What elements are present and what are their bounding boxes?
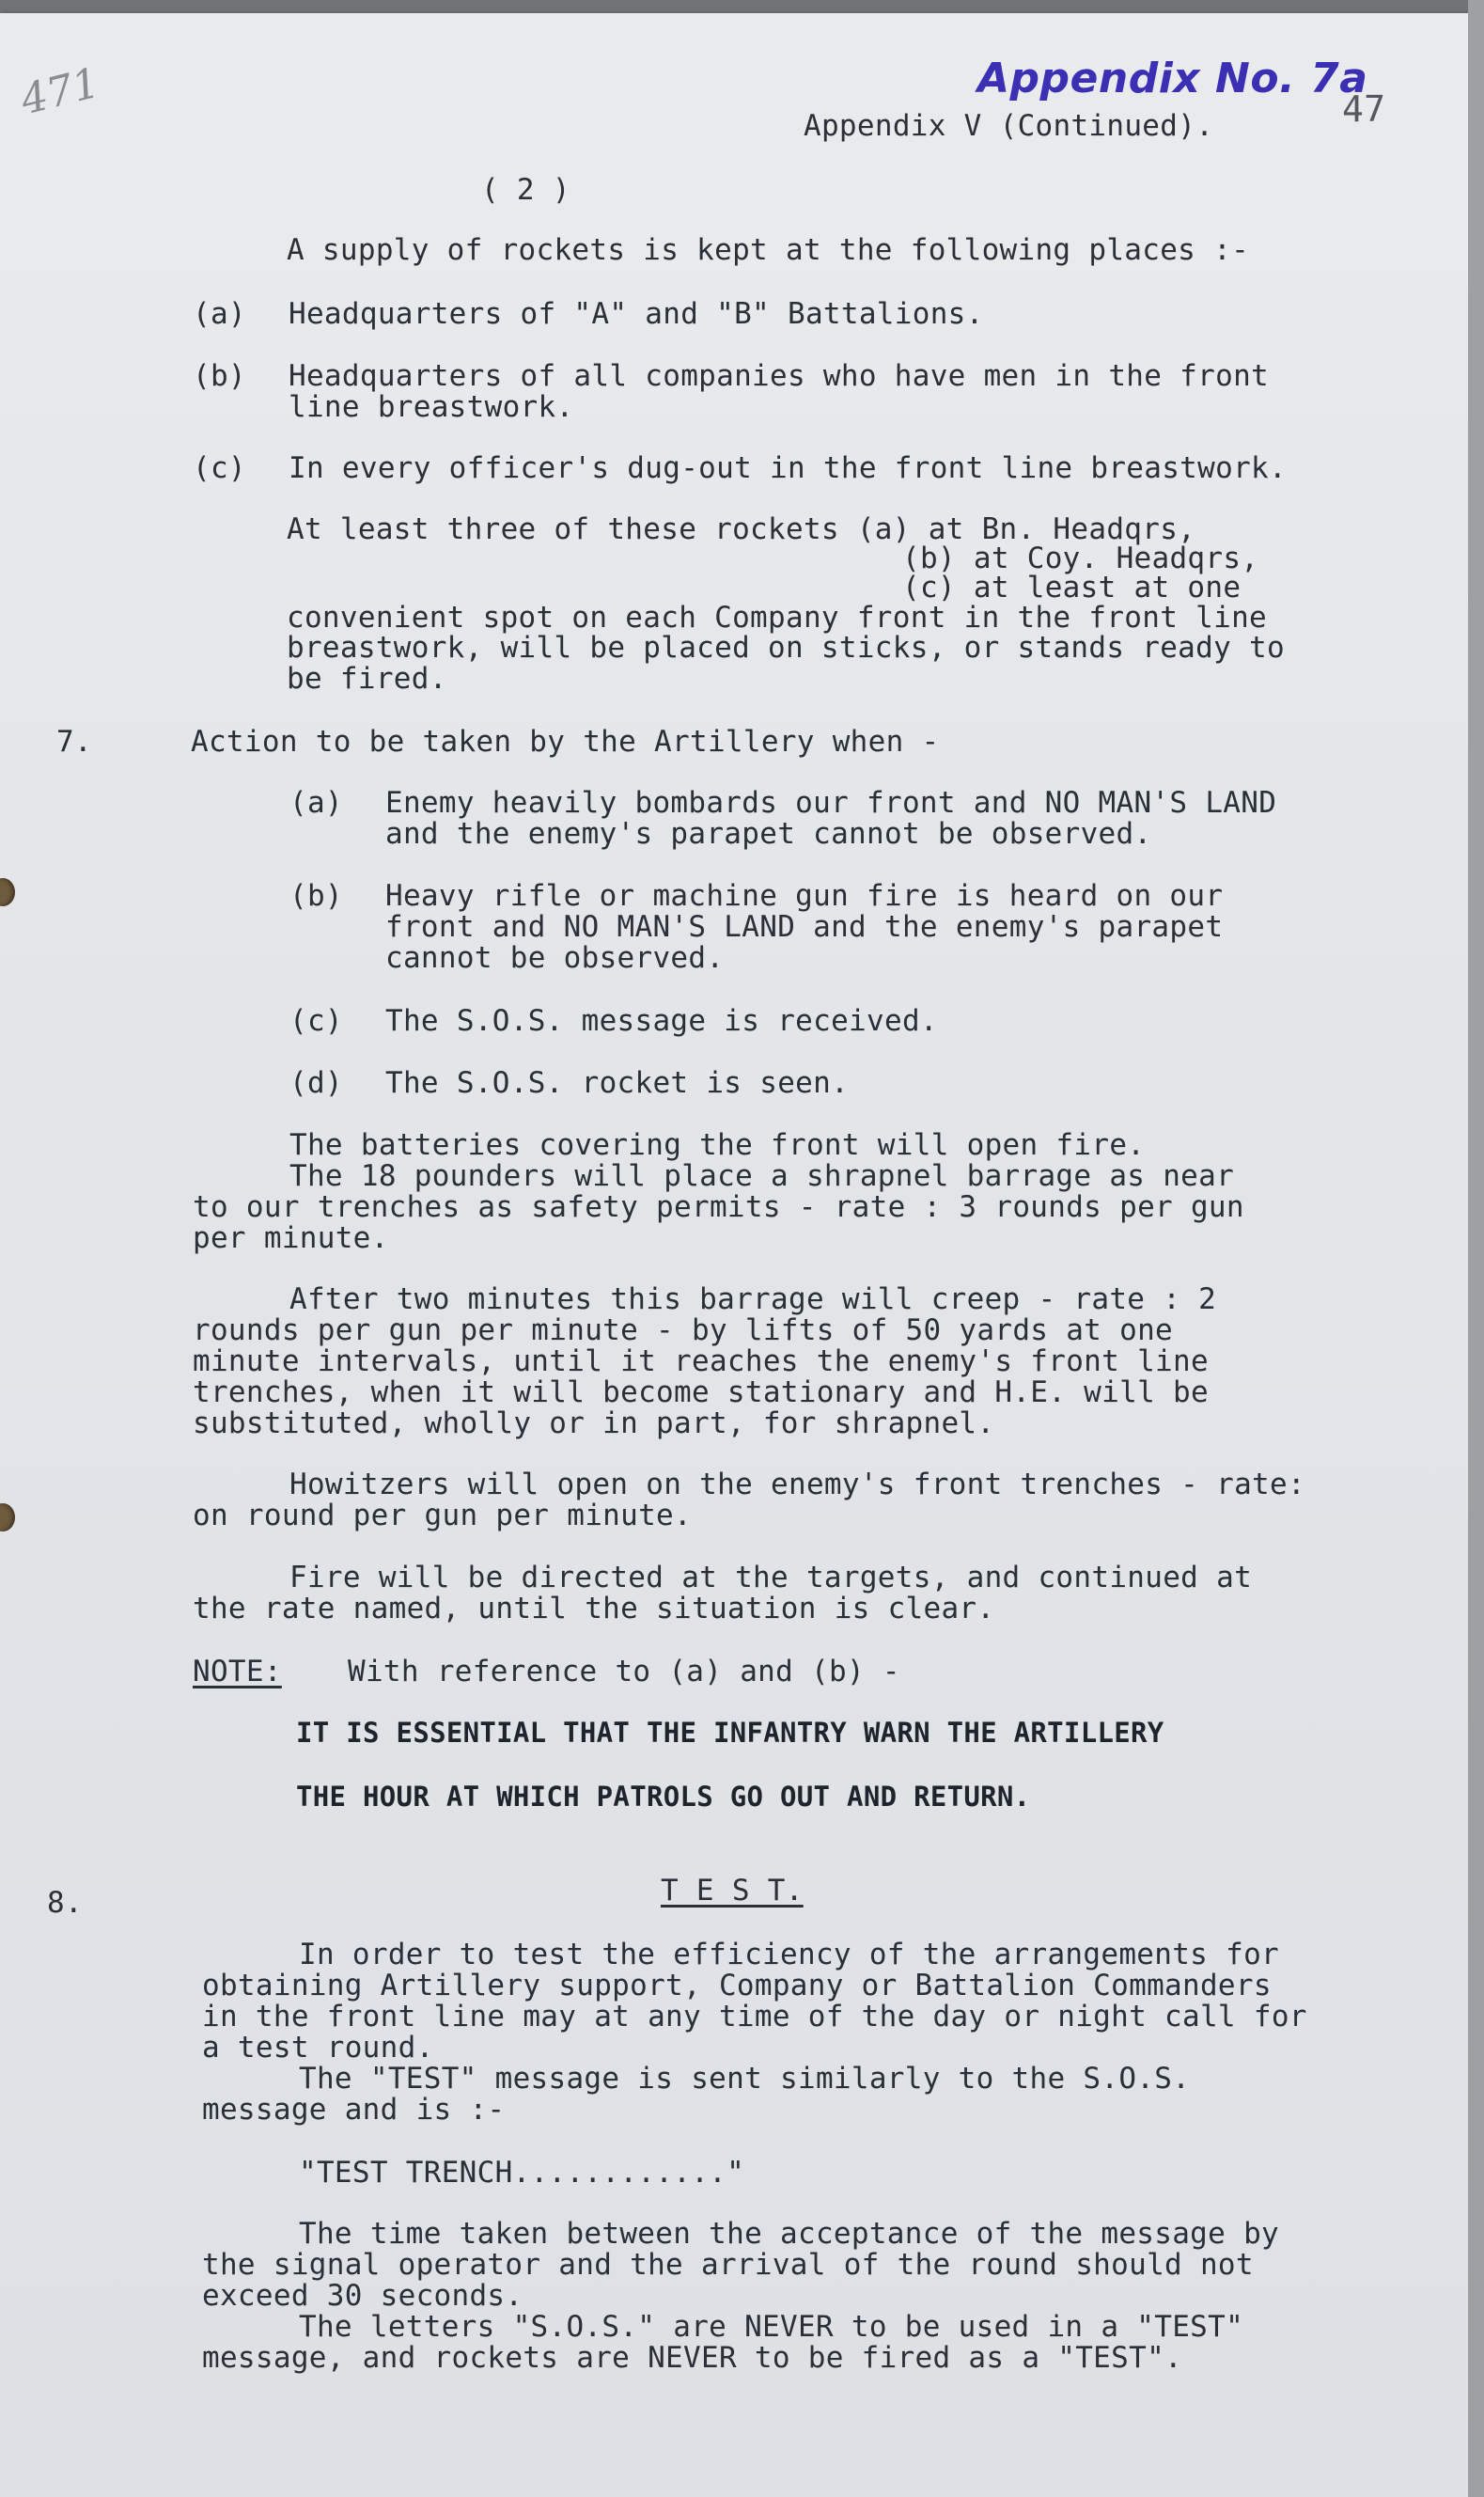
section-number: 7. — [56, 725, 92, 759]
paragraph-line: to our trenches as safety permits - rate : 3 rounds per gun — [193, 1190, 1244, 1224]
paragraph-line: the signal operator and the arrival of the round should not — [202, 2248, 1254, 2282]
list-item-text: The S.O.S. message is received. — [385, 1004, 938, 1038]
paragraph-line: the rate named, until the situation is clear. — [193, 1592, 995, 1625]
test-message-quote: "TEST TRENCH............" — [299, 2156, 745, 2190]
list-item-text: The S.O.S. rocket is seen. — [385, 1066, 850, 1100]
paragraph-line: The 18 pounders will place a shrapnel barrage as near — [289, 1159, 1235, 1193]
folio-number: 47 — [1342, 88, 1386, 130]
section-heading: Action to be taken by the Artillery when - — [191, 725, 940, 759]
list-letter: (c) — [289, 1004, 343, 1038]
list-item-text: front and NO MAN'S LAND and the enemy's parapet — [385, 910, 1224, 944]
list-item-text: Headquarters of all companies who have men in the front — [289, 359, 1269, 393]
paragraph-line: Fire will be directed at the targets, and continued at — [289, 1561, 1253, 1594]
paragraph-line: exceed 30 seconds. — [202, 2279, 523, 2313]
paragraph-line: (c) at least at one — [902, 571, 1242, 605]
paragraph-line: The time taken between the acceptance of the message by — [299, 2217, 1279, 2251]
list-letter: (b) — [289, 879, 343, 913]
paragraph-line: At least three of these rockets (a) at Bn. Headqrs, — [287, 512, 1196, 546]
paragraph-line: (b) at Coy. Headqrs, — [902, 542, 1259, 575]
list-letter: (a) — [193, 297, 246, 331]
paragraph-line: trenches, when it will become stationary and H.E. will be — [193, 1375, 1209, 1409]
paragraph-line: substituted, wholly or in part, for shrapnel. — [193, 1406, 995, 1440]
paragraph-line: obtaining Artillery support, Company or Battalion Commanders — [202, 1969, 1272, 2002]
paragraph-line: on round per gun per minute. — [193, 1499, 692, 1532]
section-number: 8. — [47, 1886, 83, 1920]
paragraph-line: The batteries covering the front will open fire. — [289, 1128, 1146, 1162]
pencil-folio-number: 471 — [16, 58, 104, 125]
scan-top-strip — [0, 0, 1484, 13]
list-letter: (a) — [289, 786, 343, 820]
paragraph-line: The letters "S.O.S." are NEVER to be used in a "TEST" — [299, 2310, 1244, 2344]
appendix-label: Appendix V (Continued). — [804, 109, 1214, 143]
paragraph-line: per minute. — [193, 1221, 389, 1255]
paragraph-line: The "TEST" message is sent similarly to the S.O.S. — [299, 2062, 1191, 2096]
section-heading: T E S T. — [661, 1874, 804, 1908]
paragraph-line: rounds per gun per minute - by lifts of 50 yards at one — [193, 1313, 1173, 1347]
paragraph-line: After two minutes this barrage will creep - rate : 2 — [289, 1282, 1217, 1316]
list-item-text: Enemy heavily bombards our front and NO MAN'S LAND — [385, 786, 1277, 820]
note-label: NOTE: — [193, 1655, 282, 1688]
paragraph-line: message, and rockets are NEVER to be fired as a "TEST". — [202, 2341, 1182, 2375]
caps-warning-line: IT IS ESSENTIAL THAT THE INFANTRY WARN THE ARTILLERY — [296, 1717, 1164, 1749]
paragraph-line: breastwork, will be placed on sticks, or stands ready to — [287, 631, 1285, 665]
caps-warning-line: THE HOUR AT WHICH PATROLS GO OUT AND RETURN. — [296, 1781, 1031, 1813]
paragraph-line: convenient spot on each Company front in the front line — [287, 601, 1267, 635]
paragraph-line: Howitzers will open on the enemy's front trenches - rate: — [289, 1468, 1305, 1501]
paragraph-line: In order to test the efficiency of the arrangements for — [299, 1938, 1279, 1971]
page-marker: ( 2 ) — [481, 173, 570, 207]
punch-hole — [0, 878, 15, 906]
list-item-text: Headquarters of "A" and "B" Battalions. — [289, 297, 984, 331]
list-letter: (b) — [193, 359, 246, 393]
list-letter: (d) — [289, 1066, 343, 1100]
list-item-text: and the enemy's parapet cannot be observed. — [385, 817, 1152, 851]
rockets-intro: A supply of rockets is kept at the following places :- — [287, 233, 1250, 267]
page-edge — [1468, 0, 1484, 2497]
paragraph-line: in the front line may at any time of the day or night call for — [202, 2000, 1307, 2034]
punch-hole — [0, 1503, 15, 1531]
paragraph-line: minute intervals, until it reaches the enemy's front line — [193, 1344, 1209, 1378]
list-item-text: Heavy rifle or machine gun fire is heard on our — [385, 879, 1224, 913]
note-text: With reference to (a) and (b) - — [348, 1655, 900, 1688]
list-item-text: line breastwork. — [289, 390, 574, 424]
paragraph-line: a test round. — [202, 2031, 434, 2065]
list-letter: (c) — [193, 451, 246, 485]
appendix-stamp: Appendix No. 7a — [977, 55, 1368, 102]
list-item-text: cannot be observed. — [385, 941, 725, 975]
paragraph-line: message and is :- — [202, 2093, 506, 2127]
paragraph-line: be fired. — [287, 662, 447, 696]
list-item-text: In every officer's dug-out in the front line breastwork. — [289, 451, 1287, 485]
